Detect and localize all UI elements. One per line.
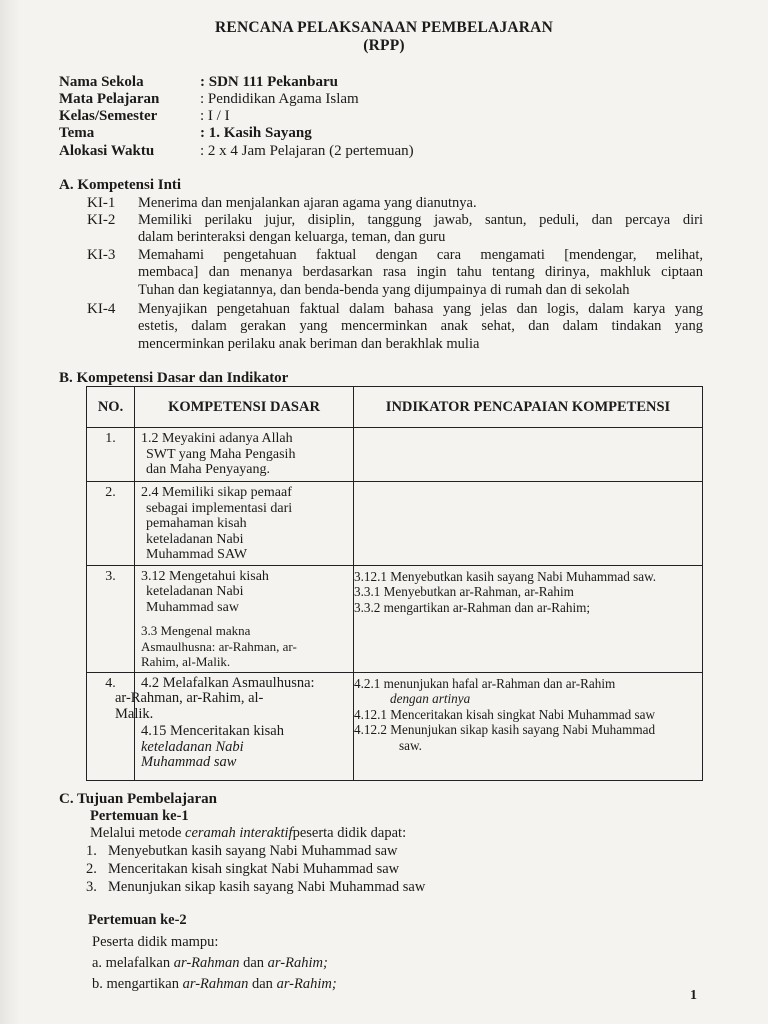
ki-line: Menyajikan pengetahuan faktual dalam bahasa yang jelas dan logis, dalam karya yang xyxy=(138,301,703,317)
table-row xyxy=(87,672,703,780)
info-value: : 1. Kasih Sayang xyxy=(200,125,312,141)
list-text: Menceritakan kisah singkat Nabi Muhammad saw xyxy=(108,861,400,877)
item-term: ar-Rahman xyxy=(182,976,249,992)
header-no: NO. xyxy=(87,387,135,428)
kd-line: pemahaman kisah xyxy=(146,516,247,531)
intro-method: ceramah interaktif xyxy=(185,825,293,841)
kd-line: 4.2 Melafalkan Asmaulhusna: xyxy=(141,674,315,691)
indicator-line: dengan artinya xyxy=(390,691,471,706)
row-kd xyxy=(135,565,354,672)
ki-code: KI-3 xyxy=(87,247,116,263)
list-item xyxy=(86,842,425,860)
ki-line: Tuhan dan kegiatannya, dan benda-benda yang dijumpainya di rumah dan di sekolah xyxy=(138,281,630,298)
ki-code: KI-2 xyxy=(87,212,116,228)
ki-line: Menerima dan menjalankan ajaran agama yang dianutnya. xyxy=(138,195,477,211)
kd-line: Muhammad SAW xyxy=(146,547,248,562)
item-term: ar-Rahim; xyxy=(267,955,328,971)
meeting-1-heading: Pertemuan ke-1 xyxy=(90,808,189,824)
row-indicator xyxy=(354,672,703,780)
row-no: 3. xyxy=(87,565,135,672)
list-item xyxy=(86,860,425,878)
ki-text xyxy=(138,195,703,212)
ki-line: Memahami pengetahuan faktual dengan cara mengamati [mendengar, melihat, xyxy=(138,247,703,263)
table-row xyxy=(87,428,703,482)
kd-line: 2.4 Memiliki sikap pemaaf xyxy=(141,485,292,500)
header-kd: KOMPETENSI DASAR xyxy=(135,387,354,428)
info-label: Mata Pelajaran xyxy=(59,91,160,107)
ki-text xyxy=(138,301,703,353)
ki-line: dalam berinteraksi dengan keluarga, teman, dan guru xyxy=(138,229,446,246)
row-indicator xyxy=(354,482,703,566)
info-value: : Pendidikan Agama Islam xyxy=(200,91,359,107)
kd-line: Asmaulhusna: ar-Rahman, ar- xyxy=(141,638,297,654)
kd-line: keteladanan Nabi xyxy=(146,531,244,547)
ki-line: estetis, dalam gerakan yang mencerminkan anak sehat, dan dalam tindakan yang xyxy=(138,318,703,335)
ki-line: Memiliki perilaku jujur, disiplin, tanggung jawab, santun, peduli, dan percaya diri xyxy=(138,212,703,228)
indicator-line: 4.12.1 Menceritakan kisah singkat Nabi Muhammad saw xyxy=(354,706,656,722)
kd-line: 3.12 Mengetahui kisah xyxy=(141,568,269,584)
info-label: Kelas/Semester xyxy=(59,108,158,124)
doc-subtitle: (RPP) xyxy=(363,37,405,54)
kd-line: SWT yang Maha Pengasih xyxy=(146,446,296,462)
section-a-title: A. Kompetensi Inti xyxy=(59,177,182,193)
kd-line: ar-Rahman, ar-Rahim, al- xyxy=(115,690,264,706)
section-c-title: C. Tujuan Pembelajaran xyxy=(59,791,217,807)
row-indicator xyxy=(354,428,703,482)
kd-line: Muhammad saw xyxy=(146,599,239,615)
kd-line: Malik. xyxy=(115,705,154,722)
indicator-line: 3.3.2 mengartikan ar-Rahman dan ar-Rahim; xyxy=(354,599,591,615)
meeting-2-heading: Pertemuan ke-2 xyxy=(88,912,187,928)
doc-title: RENCANA PELAKSANAAN PEMBELAJARAN xyxy=(215,19,553,36)
meeting-1-intro xyxy=(90,825,406,842)
intro-text: peserta didik dapat: xyxy=(292,825,407,841)
meeting-2-intro: Peserta didik mampu: xyxy=(92,934,219,950)
info-label: Nama Sekola xyxy=(59,74,144,90)
list-number: 1. xyxy=(86,843,97,859)
kd-line: 3.3 Mengenal makna xyxy=(141,623,251,638)
table-row xyxy=(87,565,703,672)
ki-text xyxy=(138,212,703,247)
info-label: Tema xyxy=(59,125,95,141)
ki-code: KI-4 xyxy=(87,301,116,317)
info-label: Alokasi Waktu xyxy=(59,143,155,159)
indicator-line: 3.3.1 Menyebutkan ar-Rahman, ar-Rahim xyxy=(354,584,574,599)
row-no: 4. xyxy=(87,672,135,780)
list-item xyxy=(86,878,425,896)
meeting-1-list xyxy=(86,842,425,896)
competency-table xyxy=(86,386,703,781)
ki-line: membaca] dan menanya berdasarkan rasa ingin tahu tentang dirinya, makhluk ciptaan xyxy=(138,264,703,281)
indicator-line: 4.2.1 menunjukan hafal ar-Rahman dan ar-Rahim xyxy=(354,675,616,691)
kd-line: Rahim, al-Malik. xyxy=(141,654,231,669)
kd-line: 4.15 Menceritakan kisah xyxy=(141,723,284,739)
kd-line: keteladanan Nabi xyxy=(141,738,244,755)
indicator-line: 3.12.1 Menyebutkan kasih sayang Nabi Muhammad saw. xyxy=(354,568,657,584)
info-value: : SDN 111 Pekanbaru xyxy=(200,74,338,90)
item-term: ar-Rahman xyxy=(173,955,240,971)
row-kd xyxy=(135,428,354,482)
spacer xyxy=(141,615,349,623)
info-value: : I / I xyxy=(200,108,230,124)
kd-line: dan Maha Penyayang. xyxy=(146,462,271,477)
table-header-row xyxy=(87,387,703,428)
item-text: b. mengartikan xyxy=(92,976,183,992)
intro-text: Melalui metode xyxy=(90,825,186,841)
page-number: 1 xyxy=(690,988,697,1003)
ki-text xyxy=(138,247,703,299)
meeting-2-item-b xyxy=(92,976,337,993)
header-indicator: INDIKATOR PENCAPAIAN KOMPETENSI xyxy=(354,387,703,428)
info-value: : 2 x 4 Jam Pelajaran (2 pertemuan) xyxy=(200,143,414,159)
row-indicator xyxy=(354,565,703,672)
page-shadow xyxy=(0,0,20,1024)
indicator-line: 4.12.2 Menunjukan sikap kasih sayang Nabi Muhammad xyxy=(354,722,656,737)
kd-line: 1.2 Meyakini adanya Allah xyxy=(141,431,293,446)
item-text: a. melafalkan xyxy=(92,955,174,971)
indicator-line: saw. xyxy=(399,737,422,753)
list-text: Menunjukan sikap kasih sayang Nabi Muhammad saw xyxy=(108,879,426,895)
kd-line: Muhammad saw xyxy=(141,754,237,770)
ki-line: mencerminkan perilaku anak beriman dan berakhlak mulia xyxy=(138,335,480,352)
ki-code: KI-1 xyxy=(87,195,116,211)
item-term: ar-Rahim; xyxy=(276,976,337,992)
row-kd xyxy=(135,482,354,566)
item-text: dan xyxy=(248,976,277,992)
list-number: 2. xyxy=(86,861,97,877)
row-no: 2. xyxy=(87,482,135,566)
item-text: dan xyxy=(239,955,268,971)
list-text: Menyebutkan kasih sayang Nabi Muhammad saw xyxy=(108,843,398,859)
row-no: 1. xyxy=(87,428,135,482)
section-b-title: B. Kompetensi Dasar dan Indikator xyxy=(59,370,289,386)
table-row xyxy=(87,482,703,566)
kd-line: keteladanan Nabi xyxy=(146,584,244,599)
kd-line: sebagai implementasi dari xyxy=(146,500,293,516)
meeting-2-item-a xyxy=(92,955,328,972)
row-kd xyxy=(115,672,354,780)
list-number: 3. xyxy=(86,879,97,895)
